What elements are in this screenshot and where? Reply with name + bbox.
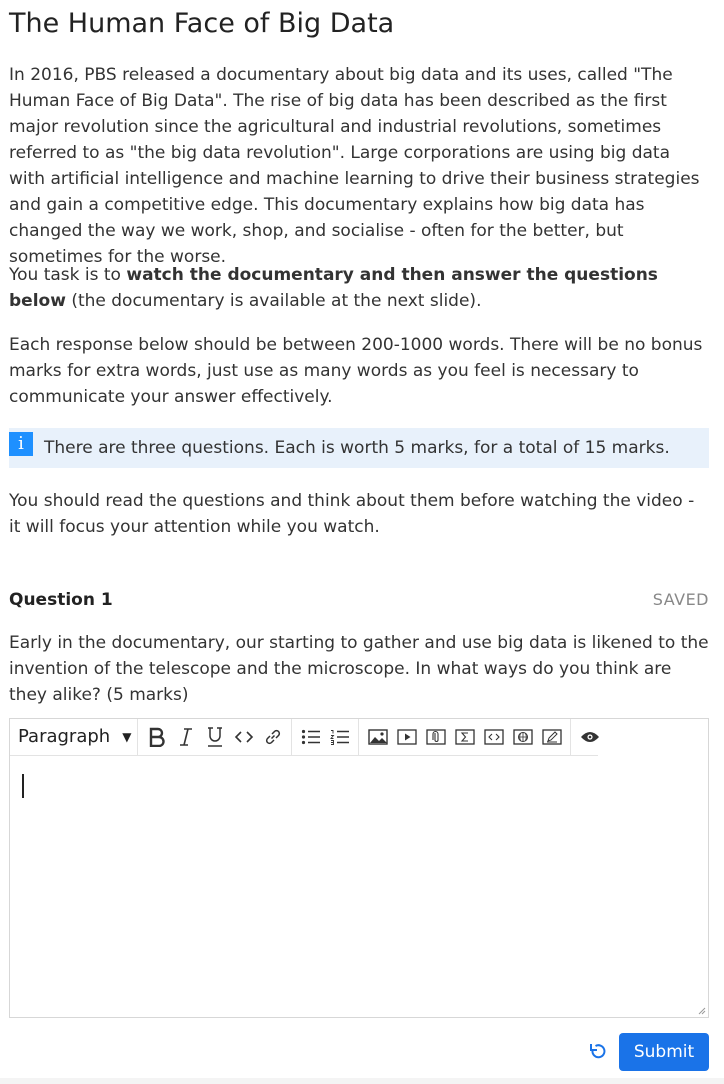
italic-icon bbox=[178, 727, 194, 747]
insert-media-button[interactable] bbox=[392, 722, 421, 752]
attachment-icon bbox=[426, 729, 446, 745]
editor-toolbar bbox=[10, 719, 598, 756]
preview-button[interactable] bbox=[575, 722, 604, 752]
html-icon bbox=[484, 729, 504, 745]
intro-paragraph: In 2016, PBS released a documentary about big data and its uses, called "The Human Face of Big Data". The rise of big data has been described as the first major revolution since the agricultural and industrial revolutions, sometimes referred to as "the big data revolution". Large corporations are using big data with artificial intelligence and machine learning to drive their business strategies and gain a competitive edge. This documentary explains how big data has changed the way we work, shop, and socialise - often for the better, but sometimes for the worse. bbox=[9, 65, 700, 267]
format-select[interactable] bbox=[10, 719, 137, 755]
resize-handle-icon[interactable] bbox=[696, 1005, 706, 1015]
media-icon bbox=[397, 729, 417, 745]
code-icon bbox=[234, 730, 254, 744]
pencil-icon bbox=[542, 729, 562, 745]
submit-button[interactable]: Submit bbox=[619, 1033, 709, 1071]
bold-icon bbox=[148, 727, 166, 747]
task-prefix: You task is to bbox=[9, 265, 127, 285]
link-icon bbox=[264, 728, 282, 746]
page-title: The Human Face of Big Data bbox=[9, 8, 395, 39]
bullet-list-icon bbox=[301, 729, 321, 745]
eye-icon bbox=[580, 731, 600, 743]
attach-file-button[interactable] bbox=[421, 722, 450, 752]
edit-button[interactable] bbox=[537, 722, 566, 752]
underline-button[interactable] bbox=[200, 722, 229, 752]
task-suffix: (the documentary is available at the next slide). bbox=[65, 291, 482, 311]
numbered-list-button[interactable] bbox=[325, 722, 354, 752]
info-icon: i bbox=[9, 432, 33, 456]
language-button[interactable] bbox=[508, 722, 537, 752]
numbered-list-icon bbox=[330, 729, 350, 745]
reset-icon bbox=[587, 1042, 607, 1062]
answer-editor bbox=[9, 718, 709, 1018]
info-text: There are three questions. Each is worth 5 marks, for a total of 15 marks. bbox=[44, 438, 670, 458]
bold-button[interactable] bbox=[142, 722, 171, 752]
equation-button[interactable] bbox=[450, 722, 479, 752]
task-emphasis: watch the documentary and then answer the questions below bbox=[9, 265, 658, 311]
question-text: Early in the documentary, our starting to gather and use big data is likened to the invention of the telescope and the microscope. In what ways do you think are they alike? (5 marks) bbox=[9, 633, 709, 705]
insert-image-button[interactable] bbox=[363, 722, 392, 752]
format-select-label: Paragraph bbox=[18, 726, 111, 747]
italic-button[interactable] bbox=[171, 722, 200, 752]
word-count-paragraph: Each response below should be between 200-1000 words. There will be no bonus marks for extra words, just use as many words as you feel is necessary to communicate your answer effectively. bbox=[9, 335, 703, 407]
caret-down-icon: ▼ bbox=[122, 730, 132, 744]
task-paragraph bbox=[9, 262, 709, 314]
link-button[interactable] bbox=[258, 722, 287, 752]
saved-status: SAVED bbox=[652, 590, 709, 609]
equation-icon bbox=[455, 729, 475, 745]
answer-textarea[interactable] bbox=[10, 756, 708, 1017]
text-cursor bbox=[22, 774, 24, 798]
read-first-paragraph: You should read the questions and think about them before watching the video - it will focus your attention while you watch. bbox=[9, 491, 695, 537]
info-callout bbox=[9, 428, 709, 468]
question-title: Question 1 bbox=[9, 590, 113, 610]
reset-button[interactable] bbox=[585, 1040, 609, 1064]
html-source-button[interactable] bbox=[479, 722, 508, 752]
underline-icon bbox=[206, 726, 224, 748]
globe-icon bbox=[513, 729, 533, 745]
bullet-list-button[interactable] bbox=[296, 722, 325, 752]
code-button[interactable] bbox=[229, 722, 258, 752]
image-icon bbox=[368, 729, 388, 745]
page-footer-strip bbox=[0, 1078, 724, 1084]
